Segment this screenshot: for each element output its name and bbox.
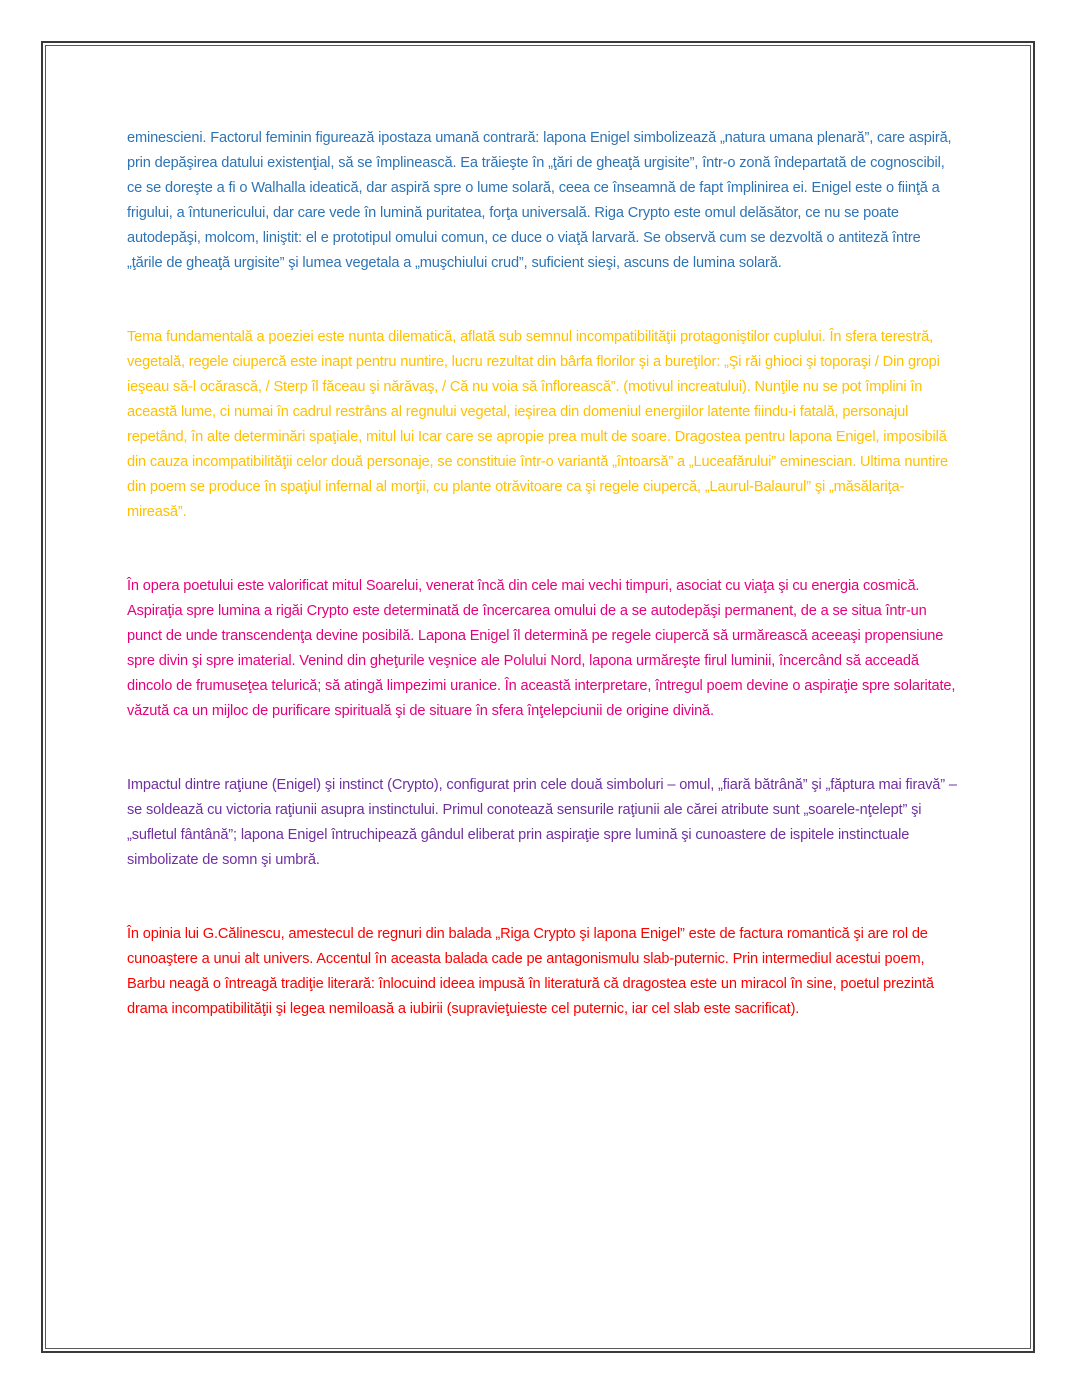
paragraph-sun-myth: În opera poetului este valorificat mitul Soarelui, venerat încă din cele mai vechi timpuri, asociat cu viaţa şi cu energia cosmică. Aspiraţia spre lumina a rigăi Crypto este determinată de încercarea omului de a se autodepăşi permanent, de a se situa într-un punct de unde transcendenţa devine posibilă. Lapona Enigel îl determină pe regele ciupercă să urmărească aceeaşi propensiune spre divin şi spre imaterial. Venind din gheţurile veşnice ale Polului Nord, lapona urmăreşte firul luminii, încercând să acceadă dincolo de frumuseţea telurică; să atingă limpezimi uranice. În această interpretare, întregul poem devine o aspiraţie spre solaritate, văzută ca un mijloc de purificare spirituală şi de situare în sfera înţelepciunii de origine divină. bbox=[127, 578, 956, 719]
paragraph-reason-instinct: Impactul dintre raţiune (Enigel) şi instinct (Crypto), configurat prin cele două simboluri – omul, „fiară bătrână” şi „făptura mai firavă” – se soldează cu victoria raţiunii asupra instinctului. Primul conotează sensurile raţiunii ale cărei atribute sunt „soarele-nţelept” şi „sufletul fântână”; lapona Enigel întruchipează gândul eliberat prin aspiraţie spre lumină şi cunoastere de ispitele instinctuale simbolizate de somn şi umbră. bbox=[127, 777, 957, 868]
document-body bbox=[127, 126, 957, 1071]
paragraph-theme: Tema fundamentală a poeziei este nunta dilematică, aflată sub semnul incompatibilităţii protagoniştilor cuplului. În sfera terestră, vegetală, regele ciupercă este inapt pentru nuntire, lucru rezultat din bârfa florilor şi a bureţilor: „Şi răi ghioci şi toporaşi / Din gropi ieşeau să-l ocărască, / Sterp îl făceau şi nărăvaş, / Că nu voia să înflorească”. (motivul increatului). Nunţile nu se pot împlini în această lume, ci numai în cadrul restrâns al regnului vegetal, ieşirea din domeniul energiilor latente fiindu-i fatală, personajul repetând, în alte determinări spaţiale, mitul lui Icar care se apropie prea mult de soare. Dragostea pentru lapona Enigel, imposibilă din cauza incompatibilităţii celor două personaje, se constituie într-o variantă „întoarsă” a „Luceafărului” eminescian. Ultima nuntire din poem se produce în spaţiul infernal al morţii, cu plante otrăvitoare ca şi regele ciupercă, „Laurul-Balaurul” şi „măsălariţa-mireasă”. bbox=[127, 329, 948, 520]
paragraph-calinescu: În opinia lui G.Călinescu, amestecul de regnuri din balada „Riga Crypto şi lapona Enigel” este de factura romantică şi are rol de cunoaştere a unui alt univers. Accentul în aceasta balada cade pe antagonismulu slab-puternic. Prin intermediul acestui poem, Barbu neagă o întreagă tradiţie literară: înlocuind ideea impusă în literatură că dragostea este un miracol în sine, poetul prezintă drama incompatibilităţii şi legea nemiloasă a iubirii (supravieţuieste cel puternic, iar cel slab este sacrificat). bbox=[127, 926, 934, 1017]
paragraph-symbolism: eminescieni. Factorul feminin figurează ipostaza umană contrară: lapona Enigel simbolizează „natura umana plenară”, care aspiră, prin depăşirea datului existenţial, să se împlinească. Ea trăieşte în „ţări de gheaţă urgisite”, într-o zonă îndepartată de cognoscibil, ce se doreşte a fi o Walhalla ideatică, dar aspiră spre o lume solară, ceea ce înseamnă de fapt împlinirea ei. Enigel este o fiinţă a frigului, a întunericului, dar care vede în lumină puritatea, forţa universală. Riga Crypto este omul delăsător, ce nu se poate autodepăşi, molcom, liniştit: el e prototipul omului comun, ce duce o viaţă larvară. Se observă cum se dezvoltă o antiteză între „ţările de gheaţă urgisite” şi lumea vegetala a „muşchiului crud”, suficient sieşi, ascuns de lumina solară. bbox=[127, 130, 952, 271]
